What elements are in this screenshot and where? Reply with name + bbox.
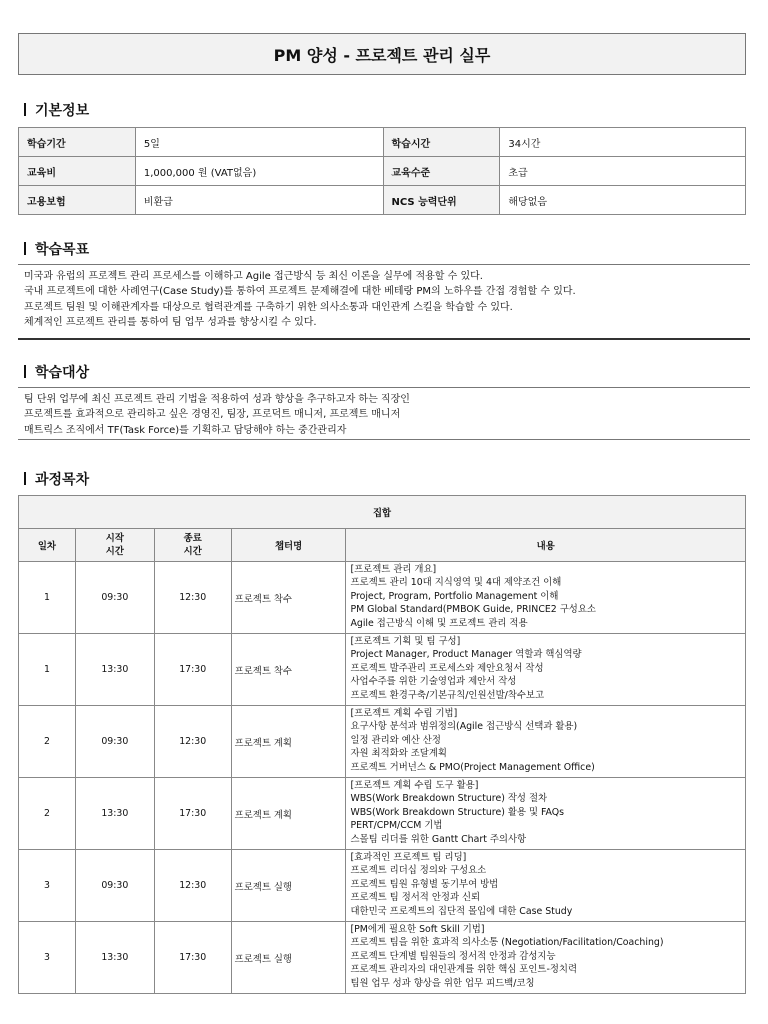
- start-time-cell: 13:30: [75, 634, 154, 706]
- content-line: [프로젝트 계획 수립 기법]: [350, 708, 458, 719]
- content-line: 프로젝트 단계별 팀원들의 정서적 안정과 감성지능: [350, 950, 556, 962]
- content-line: 프로젝트 환경구축/기본규칙/인원선발/착수보고: [350, 689, 545, 701]
- table-row: [19, 922, 746, 994]
- content-cell: [346, 850, 746, 922]
- goal-line: 프로젝트 팀원 및 이해관계자를 대상으로 협력관계를 구축하기 위한 의사소통과 대인관계 스킬을 학습할 수 있다.: [24, 301, 513, 313]
- content-line: Project, Program, Portfolio Management 이해: [350, 590, 559, 602]
- content-cell: [346, 562, 746, 634]
- schedule-heading-text: 과정목차: [35, 472, 90, 488]
- header-chapter: 챕터명: [231, 529, 346, 562]
- goals-block: [18, 264, 750, 340]
- content-line: 팀원 업무 성과 향상을 위한 업무 피드백/코칭: [350, 977, 535, 989]
- goal-line: 미국과 유럽의 프로젝트 관리 프로세스를 이해하고 Agile 접근방식 등 최신 이론을 실무에 적용할 수 있다.: [24, 271, 483, 282]
- day-cell: 2: [19, 778, 76, 850]
- info-key: 학습기간: [19, 128, 136, 157]
- content-line: 프로젝트 관리자의 대인관계를 위한 핵심 포인트-정치력: [350, 964, 578, 976]
- end-time-cell: 17:30: [154, 778, 231, 850]
- page-title: PM 양성 - 프로젝트 관리 실무: [18, 33, 746, 75]
- info-key: 학습시간: [383, 128, 500, 157]
- target-line: 프로젝트를 효과적으로 관리하고 싶은 경영진, 팀장, 프로덕트 매니저, 프로젝트 매니저: [24, 409, 401, 421]
- heading-bar: [24, 365, 26, 378]
- basic-info-table: [18, 127, 746, 215]
- day-cell: 3: [19, 850, 76, 922]
- start-time-cell: 09:30: [75, 562, 154, 634]
- info-key: 교육수준: [383, 157, 500, 186]
- info-value: 비환급: [135, 186, 383, 215]
- content-line: [프로젝트 기획 및 팀 구성]: [350, 636, 461, 647]
- chapter-cell: 프로젝트 실행: [231, 850, 346, 922]
- target-line: 매트릭스 조직에서 TF(Task Force)를 기획하고 담당해야 하는 중간관리자: [24, 424, 347, 436]
- header-start: 시작 시간: [75, 529, 154, 562]
- content-line: 대한민국 프로젝트의 집단적 몰입에 대한 Case Study: [350, 905, 573, 917]
- target-block: [18, 387, 750, 440]
- end-time-cell: 12:30: [154, 706, 231, 778]
- table-row: [19, 634, 746, 706]
- day-cell: 1: [19, 562, 76, 634]
- header-end: 종료 시간: [154, 529, 231, 562]
- info-key: 고용보험: [19, 186, 136, 215]
- chapter-cell: 프로젝트 계획: [231, 778, 346, 850]
- end-time-cell: 17:30: [154, 634, 231, 706]
- info-row: [19, 157, 746, 186]
- content-line: [PM에게 필요한 Soft Skill 기법]: [350, 924, 485, 935]
- info-value: 1,000,000 원 (VAT없음): [135, 157, 383, 186]
- table-row: [19, 706, 746, 778]
- day-cell: 2: [19, 706, 76, 778]
- target-heading-text: 학습대상: [35, 365, 90, 381]
- end-time-cell: 12:30: [154, 850, 231, 922]
- content-line: [효과적인 프로젝트 팀 리딩]: [350, 852, 467, 863]
- content-line: 프로젝트 관리 10대 지식영역 및 4대 제약조건 이해: [350, 577, 562, 589]
- target-line: 팀 단위 업무에 최신 프로젝트 관리 기법을 적용하여 성과 향상을 추구하고자 하는 직장인: [24, 394, 410, 405]
- content-line: Agile 접근방식 이해 및 프로젝트 관리 적용: [350, 617, 528, 629]
- section-heading-goals: [24, 239, 89, 259]
- chapter-cell: 프로젝트 계획: [231, 706, 346, 778]
- heading-bar: [24, 242, 26, 255]
- info-row: [19, 186, 746, 215]
- info-value: 5일: [135, 128, 383, 157]
- content-cell: [346, 634, 746, 706]
- start-time-cell: 09:30: [75, 850, 154, 922]
- heading-bar: [24, 103, 26, 116]
- content-line: [프로젝트 관리 개요]: [350, 564, 437, 575]
- schedule-table: [18, 495, 746, 994]
- table-row: [19, 778, 746, 850]
- schedule-group-header: 집합: [19, 496, 746, 529]
- start-time-cell: 13:30: [75, 922, 154, 994]
- content-line: Project Manager, Product Manager 역할과 핵심역량: [350, 649, 582, 661]
- goals-heading-text: 학습목표: [35, 242, 90, 258]
- section-heading-target: [24, 362, 89, 382]
- content-line: 프로젝트 리더십 정의와 구성요소: [350, 865, 487, 877]
- content-line: 프로젝트 발주관리 프로세스와 제안요청서 작성: [350, 662, 544, 674]
- goal-line: 국내 프로젝트에 대한 사례연구(Case Study)를 통하여 프로젝트 문제해결에 대한 베테랑 PM의 노하우를 간접 경험할 수 있다.: [24, 286, 576, 298]
- content-cell: [346, 706, 746, 778]
- section-heading-basic: [24, 100, 89, 120]
- content-line: 프로젝트 거버넌스 & PMO(Project Management Office): [350, 761, 595, 773]
- info-value: 초급: [500, 157, 746, 186]
- content-line: PM Global Standard(PMBOK Guide, PRINCE2 구성요소: [350, 604, 596, 616]
- day-cell: 3: [19, 922, 76, 994]
- start-time-cell: 13:30: [75, 778, 154, 850]
- content-line: WBS(Work Breakdown Structure) 작성 절차: [350, 793, 548, 805]
- info-value: 해당없음: [500, 186, 746, 215]
- table-row: [19, 562, 746, 634]
- content-line: 프로젝트 팀원 유형별 동기부여 방법: [350, 878, 499, 890]
- chapter-cell: 프로젝트 실행: [231, 922, 346, 994]
- goal-line: 체계적인 프로젝트 관리를 통하여 팀 업무 성과를 향상시킬 수 있다.: [24, 317, 317, 329]
- content-line: 자원 최적화와 조달계획: [350, 748, 447, 760]
- chapter-cell: 프로젝트 착수: [231, 634, 346, 706]
- content-cell: [346, 778, 746, 850]
- header-content: 내용: [346, 529, 746, 562]
- heading-bar: [24, 472, 26, 485]
- content-line: 프로젝트 팀을 위한 효과적 의사소통 (Negotiation/Facilitation/Coaching): [350, 937, 664, 949]
- chapter-cell: 프로젝트 착수: [231, 562, 346, 634]
- end-time-cell: 12:30: [154, 562, 231, 634]
- content-line: 스몰팀 리더를 위한 Gantt Chart 주의사항: [350, 833, 527, 845]
- content-line: 사업수주를 위한 기술영업과 제안서 작성: [350, 676, 517, 688]
- table-row: [19, 850, 746, 922]
- header-day: 일차: [19, 529, 76, 562]
- end-time-cell: 17:30: [154, 922, 231, 994]
- info-key: 교육비: [19, 157, 136, 186]
- day-cell: 1: [19, 634, 76, 706]
- basic-heading-text: 기본정보: [35, 103, 90, 119]
- content-line: WBS(Work Breakdown Structure) 활용 및 FAQs: [350, 806, 565, 818]
- content-line: 일정 관리와 예산 산정: [350, 734, 441, 746]
- content-line: 요구사항 분석과 범위정의(Agile 접근방식 선택과 활용): [350, 721, 578, 733]
- content-line: PERT/CPM/CCM 기법: [350, 820, 443, 832]
- content-cell: [346, 922, 746, 994]
- content-line: 프로젝트 팀 정서적 안정과 신뢰: [350, 892, 481, 904]
- content-line: [프로젝트 계획 수립 도구 활용]: [350, 780, 479, 791]
- section-heading-schedule: [24, 469, 89, 489]
- info-row: [19, 128, 746, 157]
- start-time-cell: 09:30: [75, 706, 154, 778]
- info-key: NCS 능력단위: [383, 186, 500, 215]
- info-value: 34시간: [500, 128, 746, 157]
